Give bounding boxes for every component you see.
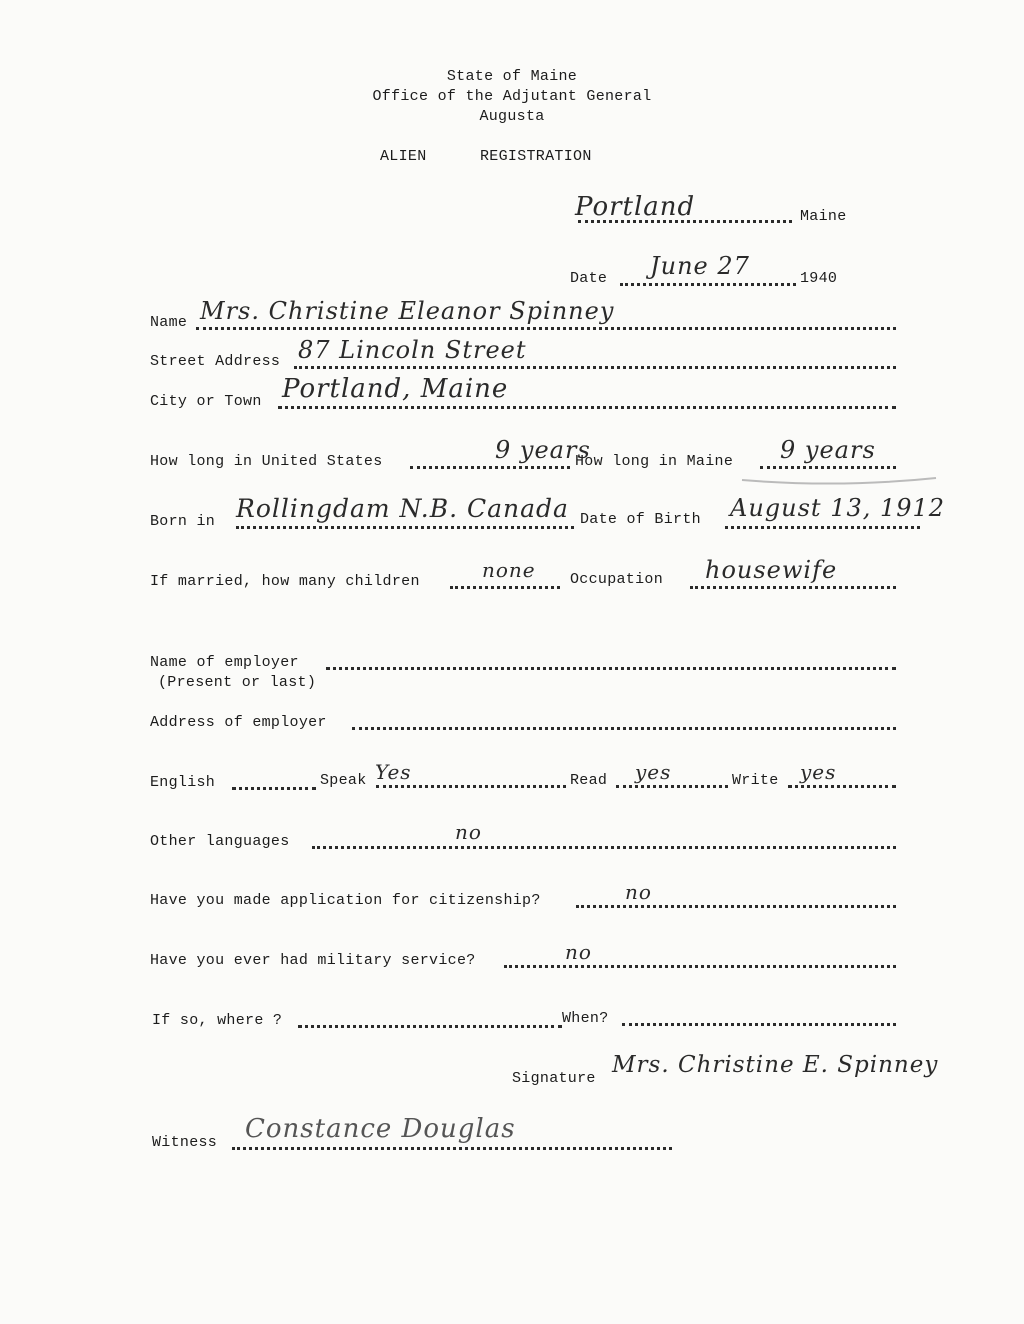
date-value: June 27 [650,252,750,280]
citizenship-value: no [625,880,652,904]
name-line [196,327,896,330]
children-label: If married, how many children [150,573,420,590]
citizenship-label: Have you made application for citizenship? [150,892,541,909]
name-label: Name [150,314,188,331]
when-line [622,1023,896,1026]
city-value: Portland, Maine [282,374,509,404]
witness-line [232,1147,672,1150]
ink-smudge [740,470,940,490]
citizenship-line [576,905,896,908]
city-label: City or Town [150,393,262,410]
name-value: Mrs. Christine Eleanor Spinney [200,297,615,325]
employer-name-label: Name of employer [150,654,299,671]
read-value: yes [635,760,672,784]
born-in-line [236,526,574,529]
how-long-maine-value: 9 years [780,436,876,464]
military-value: no [565,940,592,964]
how-long-maine-label: How long in Maine [575,453,734,470]
date-line [620,283,796,286]
witness-value: Constance Douglas [245,1114,516,1144]
write-line [788,785,896,788]
dob-value: August 13, 1912 [730,494,946,522]
how-long-us-line [410,466,570,469]
when-label: When? [562,1010,609,1027]
date-label: Date [570,270,608,287]
header-city: Augusta [479,108,545,125]
dob-line [725,526,920,529]
place-state-label: Maine [800,208,847,225]
place-value: Portland [575,192,696,222]
how-long-us-label: How long in United States [150,453,383,470]
employer-address-label: Address of employer [150,714,327,731]
street-label: Street Address [150,353,281,370]
employer-name-sublabel: (Present or last) [158,674,317,691]
city-line [278,406,896,409]
occupation-value: housewife [705,556,838,584]
form-title-registration: REGISTRATION [480,148,592,165]
speak-line [376,785,566,788]
header-office: Office of the Adjutant General [372,88,652,105]
speak-value: Yes [375,760,412,784]
english-label: English [150,774,216,791]
military-label: Have you ever had military service? [150,952,476,969]
signature-label: Signature [512,1070,596,1087]
employer-address-line [352,727,896,730]
read-line [616,785,728,788]
write-value: yes [800,760,837,784]
occupation-label: Occupation [570,571,664,588]
where-label: If so, where ? [152,1012,283,1029]
other-languages-line [312,846,896,849]
read-label: Read [570,772,608,789]
born-in-value: Rollingdam N.B. Canada [236,494,569,523]
speak-label: Speak [320,772,367,789]
born-in-label: Born in [150,513,216,530]
where-line [298,1025,562,1028]
children-line [450,586,560,589]
children-value: none [482,558,536,582]
form-title-alien: ALIEN [380,148,427,165]
how-long-us-value: 9 years [495,436,591,464]
employer-name-line [326,667,896,670]
military-line [504,965,896,968]
dob-label: Date of Birth [580,511,701,528]
write-label: Write [732,772,779,789]
english-line [232,787,316,790]
date-year: 1940 [800,270,838,287]
header-state: State of Maine [446,68,578,85]
occupation-line [690,586,896,589]
street-line [294,366,896,369]
other-languages-label: Other languages [150,833,290,850]
other-languages-value: no [455,820,482,844]
signature-value: Mrs. Christine E. Spinney [612,1052,939,1078]
how-long-maine-line [760,466,896,469]
street-value: 87 Lincoln Street [298,336,527,364]
witness-label: Witness [152,1134,218,1151]
